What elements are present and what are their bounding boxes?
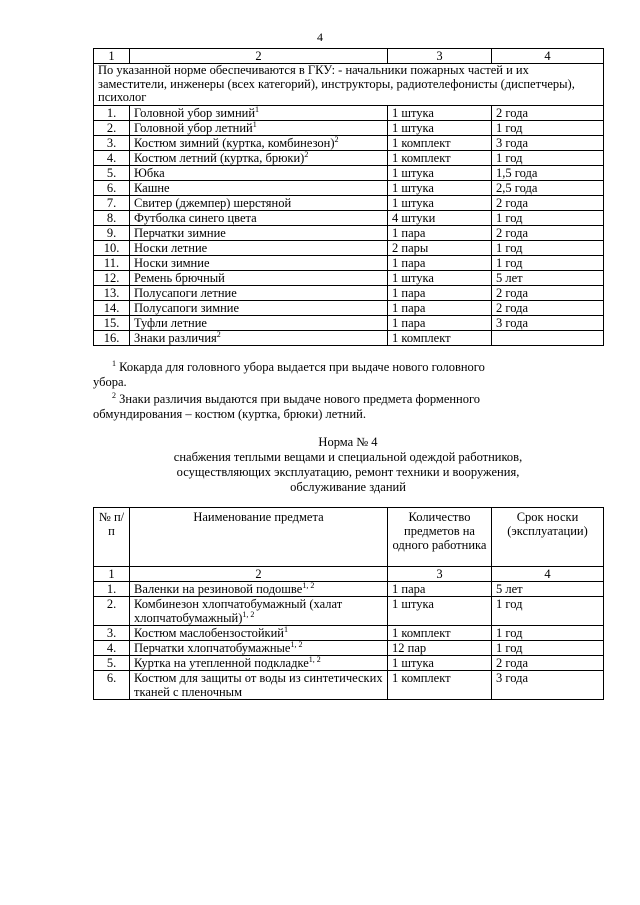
table-row	[94, 626, 604, 641]
table-row	[94, 195, 604, 210]
quantity: 1 комплект	[388, 330, 492, 345]
footnote-ref: 1	[284, 625, 288, 634]
header-cell-number: № п/п	[94, 508, 130, 567]
wear-term: 1 год	[492, 240, 604, 255]
quantity: 1 штука	[388, 120, 492, 135]
wear-term: 2 года	[492, 105, 604, 120]
col-number: 2	[130, 567, 388, 582]
table-row	[94, 165, 604, 180]
table-row	[94, 300, 604, 315]
footnote-text-cont: убора.	[93, 375, 127, 389]
footnote-1	[93, 358, 603, 390]
header-cell-term: Срок носки (эксплуатации)	[492, 508, 604, 567]
col-number: 4	[492, 567, 604, 582]
applicability-note-row	[94, 64, 604, 106]
footnote-2	[93, 390, 603, 422]
wear-term: 1 год	[492, 626, 604, 641]
quantity: 1 штука	[388, 180, 492, 195]
item-name-cell	[130, 641, 388, 656]
item-name-cell	[130, 165, 388, 180]
quantity: 1 штука	[388, 656, 492, 671]
item-name: Перчатки зимние	[134, 225, 226, 240]
table-row	[94, 210, 604, 225]
item-name-cell	[130, 300, 388, 315]
item-name-cell	[130, 135, 388, 150]
row-number: 3.	[94, 626, 130, 641]
norm-subtitle-line: осуществляющих эксплуатацию, ремонт техники и вооружения,	[176, 465, 520, 479]
item-name: Свитер (джемпер) шерстяной	[134, 195, 292, 210]
item-name-cell	[130, 626, 388, 641]
wear-term: 3 года	[492, 135, 604, 150]
quantity: 1 пара	[388, 582, 492, 597]
row-number: 1.	[94, 582, 130, 597]
wear-term: 5 лет	[492, 582, 604, 597]
wear-term: 5 лет	[492, 270, 604, 285]
wear-term: 1 год	[492, 120, 604, 135]
item-name-cell	[130, 330, 388, 345]
quantity: 1 комплект	[388, 150, 492, 165]
row-number: 2.	[94, 120, 130, 135]
row-number: 4.	[94, 641, 130, 656]
item-name-cell	[130, 285, 388, 300]
table-row	[94, 671, 604, 700]
table-row	[94, 315, 604, 330]
row-number: 8.	[94, 210, 130, 225]
footnote-ref: 1	[252, 120, 257, 129]
item-name: Носки зимние	[134, 255, 210, 270]
footnote-ref: 2	[216, 330, 221, 339]
quantity: 1 комплект	[388, 135, 492, 150]
row-number: 15.	[94, 315, 130, 330]
warm-clothing-norm-table	[93, 507, 604, 700]
wear-term: 2 года	[492, 656, 604, 671]
footnote-text: Знаки различия выдаются при выдаче нового предмета форменного	[119, 392, 481, 406]
item-name: Кашне	[134, 180, 170, 195]
item-name-cell	[130, 656, 388, 671]
row-number: 9.	[94, 225, 130, 240]
item-name: Куртка на утепленной подкладке	[134, 656, 309, 670]
table-row	[94, 641, 604, 656]
wear-term: 2,5 года	[492, 180, 604, 195]
item-name: Ремень брючный	[134, 270, 225, 285]
item-name-cell	[130, 671, 388, 700]
norm-title: Норма № 4	[318, 435, 378, 449]
col-number: 2	[130, 49, 388, 64]
wear-term: 2 года	[492, 300, 604, 315]
table-row	[94, 150, 604, 165]
row-number: 2.	[94, 597, 130, 626]
wear-term	[492, 330, 604, 345]
table-row	[94, 225, 604, 240]
item-name: Полусапоги зимние	[134, 300, 240, 315]
row-number: 13.	[94, 285, 130, 300]
item-name-cell	[130, 150, 388, 165]
quantity: 1 пара	[388, 300, 492, 315]
row-number: 7.	[94, 195, 130, 210]
table-row	[94, 285, 604, 300]
quantity: 1 комплект	[388, 626, 492, 641]
item-name-cell	[130, 105, 388, 120]
table-row	[94, 582, 604, 597]
item-name: Валенки на резиновой подошве	[134, 582, 303, 596]
row-number: 5.	[94, 165, 130, 180]
row-number: 11.	[94, 255, 130, 270]
item-name-cell	[130, 597, 388, 626]
item-name: Футболка синего цвета	[134, 210, 257, 225]
quantity: 1 штука	[388, 165, 492, 180]
quantity: 1 комплект	[388, 671, 492, 700]
footnote-mark: 1	[112, 358, 116, 368]
quantity: 12 пар	[388, 641, 492, 656]
footnote-ref: 1, 2	[290, 640, 303, 649]
footnote-text: Кокарда для головного убора выдается при выдаче нового головного	[119, 360, 485, 374]
row-number: 16.	[94, 330, 130, 345]
quantity: 1 штука	[388, 270, 492, 285]
table-row	[94, 180, 604, 195]
quantity: 1 штука	[388, 597, 492, 626]
item-name: Головной убор летний	[134, 120, 253, 135]
applicability-note: По указанной норме обеспечиваются в ГКУ: - начальники пожарных частей и их заместители, инженеры (всех категорий), инструкторы, радиотелефонисты (диспетчеры), психолог	[94, 64, 604, 106]
quantity: 1 пара	[388, 255, 492, 270]
item-name-cell	[130, 582, 388, 597]
quantity: 4 штуки	[388, 210, 492, 225]
table-row	[94, 240, 604, 255]
wear-term: 2 года	[492, 285, 604, 300]
uniform-norm-table	[93, 48, 604, 346]
row-number: 6.	[94, 671, 130, 700]
item-name-cell	[130, 225, 388, 240]
wear-term: 1 год	[492, 150, 604, 165]
wear-term: 1 год	[492, 597, 604, 626]
footnote-ref: 2	[304, 150, 309, 159]
wear-term: 1 год	[492, 210, 604, 225]
row-number: 6.	[94, 180, 130, 195]
column-number-row	[94, 567, 604, 582]
footnote-ref: 2	[334, 135, 339, 144]
table-row	[94, 255, 604, 270]
page-number: 4	[317, 30, 323, 44]
table-row	[94, 105, 604, 120]
col-number: 1	[94, 567, 130, 582]
item-name: Костюм зимний (куртка, комбинезон)	[134, 135, 335, 150]
item-name: Костюм для защиты от воды из синтетических тканей с пленочным	[134, 671, 383, 699]
row-number: 10.	[94, 240, 130, 255]
item-name: Туфли летние	[134, 315, 207, 330]
wear-term: 3 года	[492, 315, 604, 330]
row-number: 14.	[94, 300, 130, 315]
row-number: 12.	[94, 270, 130, 285]
item-name-cell	[130, 270, 388, 285]
col-number: 3	[388, 49, 492, 64]
wear-term: 1 год	[492, 255, 604, 270]
footnote-text-cont: обмундирования – костюм (куртка, брюки) летний.	[93, 407, 366, 421]
quantity: 2 пары	[388, 240, 492, 255]
item-name: Носки летние	[134, 240, 208, 255]
header-cell-quantity: Количество предметов на одного работника	[388, 508, 492, 567]
column-number-row	[94, 49, 604, 64]
quantity: 1 пара	[388, 225, 492, 240]
item-name: Комбинезон хлопчатобумажный (халат хлопчатобумажный)	[134, 597, 343, 625]
quantity: 1 штука	[388, 105, 492, 120]
item-name-cell	[130, 255, 388, 270]
item-name: Костюм летний (куртка, брюки)	[134, 150, 305, 165]
col-number: 4	[492, 49, 604, 64]
item-name-cell	[130, 315, 388, 330]
col-number: 3	[388, 567, 492, 582]
item-name: Полусапоги летние	[134, 285, 237, 300]
item-name: Юбка	[134, 165, 165, 180]
item-name-cell	[130, 180, 388, 195]
quantity: 1 пара	[388, 285, 492, 300]
wear-term: 2 года	[492, 195, 604, 210]
footnote-ref: 1, 2	[308, 655, 321, 664]
footnote-mark: 2	[112, 390, 116, 400]
item-name: Знаки различия	[134, 330, 217, 345]
wear-term: 1 год	[492, 641, 604, 656]
table-row	[94, 120, 604, 135]
row-number: 3.	[94, 135, 130, 150]
row-number: 5.	[94, 656, 130, 671]
table-row	[94, 330, 604, 345]
table-row	[94, 135, 604, 150]
quantity: 1 штука	[388, 195, 492, 210]
table-row	[94, 597, 604, 626]
norm-subtitle-line: обслуживание зданий	[290, 480, 406, 494]
footnote-ref: 1	[255, 105, 260, 114]
wear-term: 2 года	[492, 225, 604, 240]
table-row	[94, 270, 604, 285]
row-number: 4.	[94, 150, 130, 165]
wear-term: 1,5 года	[492, 165, 604, 180]
row-number: 1.	[94, 105, 130, 120]
item-name-cell	[130, 210, 388, 225]
col-number: 1	[94, 49, 130, 64]
table-header-row	[94, 508, 604, 567]
item-name-cell	[130, 120, 388, 135]
item-name: Перчатки хлопчатобумажные	[134, 641, 291, 655]
norm-subtitle-line: снабжения теплыми вещами и специальной одеждой работников,	[173, 450, 523, 464]
item-name: Костюм маслобензостойкий	[134, 626, 284, 640]
wear-term: 3 года	[492, 671, 604, 700]
footnote-ref: 1, 2	[302, 581, 315, 590]
item-name-cell	[130, 240, 388, 255]
item-name-cell	[130, 195, 388, 210]
table-row	[94, 656, 604, 671]
header-cell-item: Наименование предмета	[130, 508, 388, 567]
item-name: Головной убор зимний	[134, 105, 256, 120]
quantity: 1 пара	[388, 315, 492, 330]
footnote-ref: 1, 2	[242, 609, 255, 619]
